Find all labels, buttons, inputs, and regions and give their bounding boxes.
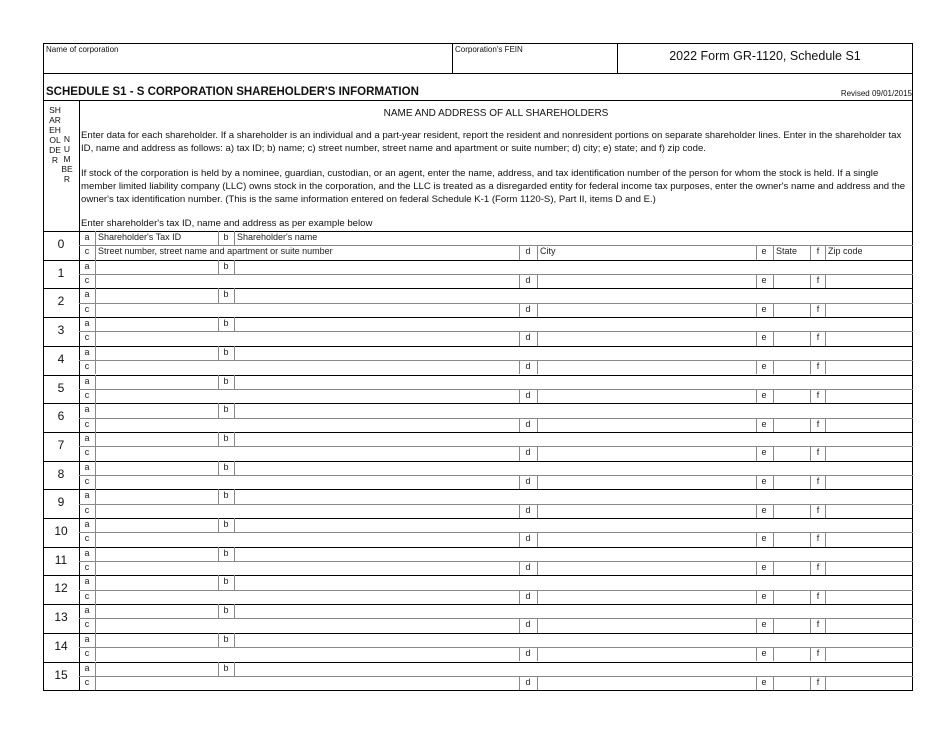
- name-field[interactable]: [235, 634, 912, 647]
- letter-e-label: e: [761, 447, 767, 458]
- street-field[interactable]: [96, 304, 518, 317]
- letter-c-label: c: [84, 562, 90, 573]
- letter-b-label: b: [223, 318, 229, 329]
- letter-c-label: c: [84, 475, 90, 486]
- tax-id-field[interactable]: [96, 289, 217, 302]
- example-state-label: State: [776, 246, 798, 257]
- city-field[interactable]: [538, 562, 755, 575]
- letter-b-label: b: [223, 519, 229, 529]
- zip-field[interactable]: [826, 677, 912, 690]
- zip-field[interactable]: [826, 533, 912, 546]
- letter-d-label: d: [525, 361, 531, 372]
- instructions-1: Enter data for each shareholder. If a shareholder is an individual and a part-year resident, report the resident and nonresident portions on separate shareholder lines. Enter in the shareholder tax ID, name and address as follows: a) tax ID; b) name; c) street number, street name and apartment or suite number; d) city; e) state; and f) zip code.: [81, 130, 902, 154]
- letter-c-label: c: [84, 648, 90, 659]
- letter-e-label: e: [761, 418, 767, 429]
- letter-d-label: d: [525, 590, 531, 601]
- name-field[interactable]: [235, 519, 912, 532]
- letter-a-label: a: [84, 547, 90, 558]
- example-city-label: City: [540, 246, 556, 257]
- zip-field[interactable]: [826, 591, 912, 604]
- city-field[interactable]: [538, 648, 755, 661]
- name-field[interactable]: [235, 548, 912, 561]
- zip-field[interactable]: [826, 304, 912, 317]
- letter-d-label: d: [525, 504, 531, 515]
- street-field[interactable]: [96, 447, 518, 460]
- letter-d-label: d: [525, 648, 531, 659]
- letter-f-label: f: [816, 504, 820, 515]
- corporation-name-field[interactable]: [46, 55, 448, 71]
- letter-c-label: c: [84, 447, 90, 458]
- name-field[interactable]: [235, 318, 912, 331]
- city-field[interactable]: [538, 390, 755, 403]
- state-field[interactable]: [774, 677, 809, 690]
- street-field[interactable]: [96, 533, 518, 546]
- street-field[interactable]: [96, 677, 518, 690]
- divider: [537, 245, 538, 259]
- letter-b-label: b: [223, 576, 229, 587]
- tax-id-field[interactable]: [96, 404, 217, 417]
- letter-f-label: f: [816, 447, 820, 458]
- row-number: 13: [54, 610, 68, 625]
- letter-c-label: c: [84, 303, 90, 314]
- city-field[interactable]: [538, 419, 755, 432]
- instructions-3: Enter shareholder's tax ID, name and address as per example below: [81, 218, 373, 229]
- fein-field[interactable]: [455, 55, 613, 71]
- zip-field[interactable]: [826, 562, 912, 575]
- letter-a-label: a: [84, 633, 90, 644]
- letter-d-label: d: [525, 619, 531, 630]
- city-field[interactable]: [538, 275, 755, 288]
- street-field[interactable]: [96, 332, 518, 345]
- letter-e-label: e: [761, 303, 767, 314]
- row-number: 2: [57, 294, 65, 309]
- letter-d-label: d: [525, 562, 531, 573]
- letter-d-label: d: [525, 533, 531, 544]
- letter-e-label: e: [761, 504, 767, 515]
- tax-id-field[interactable]: [96, 347, 217, 360]
- letter-c-label: c: [84, 332, 90, 343]
- letter-f-label: f: [816, 332, 820, 343]
- letter-e-label: e: [761, 246, 767, 257]
- city-field[interactable]: [538, 476, 755, 489]
- tax-id-field[interactable]: [96, 462, 217, 475]
- letter-c-label: c: [84, 619, 90, 630]
- state-field[interactable]: [774, 476, 809, 489]
- city-field[interactable]: [538, 677, 755, 690]
- fein-label: Corporation's FEIN: [455, 45, 523, 54]
- corporation-name-label: Name of corporation: [46, 45, 119, 54]
- street-field[interactable]: [96, 361, 518, 374]
- city-field[interactable]: [538, 591, 755, 604]
- tax-id-field[interactable]: [96, 490, 217, 503]
- letter-c-label: c: [84, 418, 90, 429]
- letter-c-label: c: [84, 246, 90, 257]
- state-field[interactable]: [774, 533, 809, 546]
- letter-d-label: d: [525, 246, 531, 257]
- letter-c-label: c: [84, 590, 90, 601]
- row-number: 1: [57, 265, 65, 280]
- tax-id-field[interactable]: [96, 519, 217, 532]
- divider: [234, 231, 235, 245]
- state-field[interactable]: [774, 361, 809, 374]
- name-field[interactable]: [235, 663, 912, 676]
- name-field[interactable]: [235, 376, 912, 389]
- tax-id-field[interactable]: [96, 261, 217, 274]
- letter-e-label: e: [761, 648, 767, 659]
- tax-id-field[interactable]: [96, 605, 217, 618]
- instructions-2: If stock of the corporation is held by a nominee, guardian, custodian, or an agent, enter the name, address, and tax identification number of the person for whom the stock is held. If a single member limited liability company (LLC) owns stock in the corporation, and the LLC is treated as a disregarded entity for federal income tax purposes, enter the owner's name and address and the owner's tax identification number. (This is the same information entered on federal Schedule K-1 (Form 1120-S), Part II, items D and E.): [81, 168, 906, 205]
- row-number: 11: [54, 552, 68, 567]
- divider: [43, 73, 913, 74]
- letter-c-label: c: [84, 533, 90, 544]
- letter-f-label: f: [816, 275, 820, 286]
- letter-e-label: e: [761, 562, 767, 573]
- name-field[interactable]: [235, 404, 912, 417]
- city-field[interactable]: [538, 332, 755, 345]
- letter-d-label: d: [525, 389, 531, 400]
- tax-id-field[interactable]: [96, 548, 217, 561]
- state-field[interactable]: [774, 648, 809, 661]
- letter-f-label: f: [816, 475, 820, 486]
- letter-c-label: c: [84, 361, 90, 372]
- street-field[interactable]: [96, 419, 518, 432]
- letter-a-label: a: [84, 576, 90, 587]
- row-number: 4: [57, 351, 65, 366]
- row-number: 6: [57, 409, 65, 424]
- letter-d-label: d: [525, 676, 531, 687]
- city-field[interactable]: [538, 619, 755, 632]
- letter-b-label: b: [223, 605, 229, 616]
- letter-a-label: a: [84, 232, 90, 242]
- letter-c-label: c: [84, 275, 90, 286]
- state-field[interactable]: [774, 332, 809, 345]
- letter-d-label: d: [525, 447, 531, 458]
- zip-field[interactable]: [826, 648, 912, 661]
- letter-c-label: c: [84, 504, 90, 515]
- city-field[interactable]: [538, 361, 755, 374]
- number-vertical-label: NUMBER: [61, 134, 73, 184]
- letter-e-label: e: [761, 389, 767, 400]
- state-field[interactable]: [774, 619, 809, 632]
- state-field[interactable]: [774, 275, 809, 288]
- row-number: 5: [57, 380, 65, 395]
- zip-field[interactable]: [826, 419, 912, 432]
- zip-field[interactable]: [826, 447, 912, 460]
- letter-b-label: b: [223, 662, 229, 673]
- street-field[interactable]: [96, 562, 518, 575]
- example-street-label: Street number, street name and apartment or suite number: [98, 246, 333, 257]
- letter-f-label: f: [816, 418, 820, 429]
- example-tax-id-label: Shareholder's Tax ID: [98, 232, 182, 242]
- section-heading: NAME AND ADDRESS OF ALL SHAREHOLDERS: [383, 108, 609, 119]
- name-field[interactable]: [235, 261, 912, 274]
- name-field[interactable]: [235, 347, 912, 360]
- name-field[interactable]: [235, 605, 912, 618]
- street-field[interactable]: [96, 591, 518, 604]
- city-field[interactable]: [538, 304, 755, 317]
- letter-a-label: a: [84, 375, 90, 386]
- zip-field[interactable]: [826, 619, 912, 632]
- state-field[interactable]: [774, 390, 809, 403]
- letter-a-label: a: [84, 461, 90, 472]
- letter-f-label: f: [816, 676, 820, 687]
- letter-a-label: a: [84, 346, 90, 357]
- letter-f-label: f: [816, 562, 820, 573]
- revised-date: Revised 09/01/2015: [840, 89, 912, 98]
- name-field[interactable]: [235, 433, 912, 446]
- row-number: 15: [54, 667, 68, 682]
- name-field[interactable]: [235, 462, 912, 475]
- city-field[interactable]: [538, 447, 755, 460]
- letter-a-label: a: [84, 289, 90, 300]
- divider: [43, 690, 913, 691]
- letter-d-label: d: [525, 418, 531, 429]
- letter-b-label: b: [223, 260, 229, 271]
- letter-f-label: f: [816, 590, 820, 601]
- divider: [95, 231, 96, 260]
- row-number: 10: [54, 524, 68, 538]
- zip-field[interactable]: [826, 390, 912, 403]
- tax-id-field[interactable]: [96, 318, 217, 331]
- divider: [773, 245, 774, 259]
- letter-f-label: f: [816, 648, 820, 659]
- tax-id-field[interactable]: [96, 634, 217, 647]
- street-field[interactable]: [96, 275, 518, 288]
- form-title: 2022 Form GR-1120, Schedule S1: [669, 49, 861, 63]
- street-field[interactable]: [96, 476, 518, 489]
- letter-e-label: e: [761, 590, 767, 601]
- letter-f-label: f: [816, 533, 820, 544]
- row-number: 0: [57, 237, 65, 251]
- letter-f-label: f: [816, 246, 820, 257]
- letter-b-label: b: [223, 375, 229, 386]
- zip-field[interactable]: [826, 476, 912, 489]
- letter-a-label: a: [84, 404, 90, 415]
- letter-e-label: e: [761, 676, 767, 687]
- schedule-title: SCHEDULE S1 - S CORPORATION SHAREHOLDER'S INFORMATION: [46, 86, 419, 98]
- letter-c-label: c: [84, 389, 90, 400]
- city-field[interactable]: [538, 505, 755, 518]
- letter-a-label: a: [84, 260, 90, 271]
- letter-b-label: b: [223, 461, 229, 472]
- row-number: 8: [57, 466, 65, 481]
- row-number: 9: [57, 495, 65, 510]
- street-field[interactable]: [96, 390, 518, 403]
- street-field[interactable]: [96, 648, 518, 661]
- letter-e-label: e: [761, 475, 767, 486]
- state-field[interactable]: [774, 304, 809, 317]
- letter-c-label: c: [84, 676, 90, 687]
- letter-a-label: a: [84, 605, 90, 616]
- letter-f-label: f: [816, 361, 820, 372]
- state-field[interactable]: [774, 447, 809, 460]
- letter-b-label: b: [223, 232, 229, 242]
- street-field[interactable]: [96, 505, 518, 518]
- state-field[interactable]: [774, 591, 809, 604]
- zip-field[interactable]: [826, 505, 912, 518]
- letter-f-label: f: [816, 619, 820, 630]
- letter-e-label: e: [761, 332, 767, 343]
- letter-b-label: b: [223, 289, 229, 300]
- letter-d-label: d: [525, 303, 531, 314]
- name-field[interactable]: [235, 490, 912, 503]
- example-name-label: Shareholder's name: [237, 232, 318, 242]
- letter-f-label: f: [816, 389, 820, 400]
- letter-f-label: f: [816, 303, 820, 314]
- name-field[interactable]: [235, 289, 912, 302]
- tax-id-field[interactable]: [96, 663, 217, 676]
- zip-field[interactable]: [826, 332, 912, 345]
- letter-e-label: e: [761, 275, 767, 286]
- row-number: 14: [54, 638, 68, 653]
- example-zip-label: Zip code: [828, 246, 863, 257]
- letter-d-label: d: [525, 332, 531, 343]
- shareholder-vertical-label: SHAREHOLDER: [49, 105, 61, 165]
- state-field[interactable]: [774, 505, 809, 518]
- letter-a-label: a: [84, 432, 90, 443]
- letter-a-label: a: [84, 490, 90, 501]
- street-field[interactable]: [96, 619, 518, 632]
- zip-field[interactable]: [826, 361, 912, 374]
- letter-b-label: b: [223, 547, 229, 558]
- letter-a-label: a: [84, 318, 90, 329]
- letter-a-label: a: [84, 662, 90, 673]
- letter-e-label: e: [761, 361, 767, 372]
- row-number: 3: [57, 323, 65, 338]
- letter-b-label: b: [223, 404, 229, 415]
- name-field[interactable]: [235, 576, 912, 589]
- divider: [43, 100, 913, 101]
- row-number: 12: [54, 581, 68, 596]
- letter-d-label: d: [525, 475, 531, 486]
- zip-field[interactable]: [826, 275, 912, 288]
- letter-b-label: b: [223, 490, 229, 501]
- divider: [452, 43, 453, 73]
- letter-e-label: e: [761, 533, 767, 544]
- letter-b-label: b: [223, 346, 229, 357]
- tax-id-field[interactable]: [96, 433, 217, 446]
- letter-b-label: b: [223, 432, 229, 443]
- letter-b-label: b: [223, 633, 229, 644]
- tax-id-field[interactable]: [96, 376, 217, 389]
- state-field[interactable]: [774, 419, 809, 432]
- state-field[interactable]: [774, 562, 809, 575]
- letter-e-label: e: [761, 619, 767, 630]
- city-field[interactable]: [538, 533, 755, 546]
- letter-d-label: d: [525, 275, 531, 286]
- row-number: 7: [57, 437, 65, 452]
- letter-a-label: a: [84, 519, 90, 529]
- tax-id-field[interactable]: [96, 576, 217, 589]
